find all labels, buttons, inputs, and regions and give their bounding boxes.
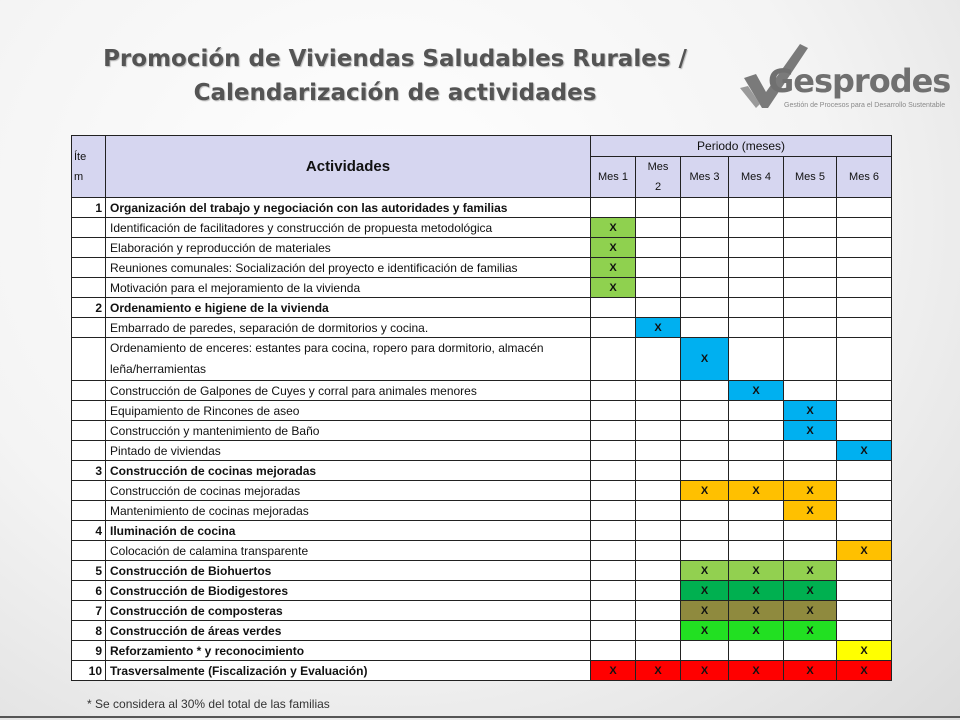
month-cell: X [681,661,729,681]
logo-name: Gesprodes [768,62,951,100]
month-cell [636,561,681,581]
month-cell [784,218,837,238]
month-cell [784,298,837,318]
group-row [72,521,892,541]
month-cell [681,381,729,401]
month-cell [636,238,681,258]
header-month-5: Mes 5 [784,157,837,198]
month-cell: X [681,481,729,501]
month-cell [729,338,784,381]
item-number [72,481,106,501]
item-number [72,501,106,521]
table-row [72,318,892,338]
activity-name: Construcción de Biohuertos [106,561,591,581]
header-month-1: Mes 1 [591,157,636,198]
month-cell [837,521,892,541]
month-cell: X [784,661,837,681]
month-cell [837,338,892,381]
month-cell [681,318,729,338]
month-cell: X [681,561,729,581]
month-cell [591,298,636,318]
group-row [72,461,892,481]
footnote: * Se considera al 30% del total de las familias [87,697,330,711]
month-cell [681,198,729,218]
month-cell [729,521,784,541]
month-cell [837,481,892,501]
item-number: 9 [72,641,106,661]
item-number [72,218,106,238]
month-cell [729,461,784,481]
month-cell [784,381,837,401]
month-cell [636,401,681,421]
month-cell [837,561,892,581]
month-cell: X [729,561,784,581]
item-number [72,421,106,441]
activity-name: Construcción de áreas verdes [106,621,591,641]
month-cell [636,381,681,401]
item-number [72,238,106,258]
month-cell [837,258,892,278]
month-cell [837,581,892,601]
month-cell [729,641,784,661]
activity-name: Construcción de cocinas mejoradas [106,481,591,501]
month-cell [837,381,892,401]
month-cell [636,641,681,661]
month-cell [729,278,784,298]
month-cell [681,218,729,238]
activity-name: Ordenamiento e higiene de la vivienda [106,298,591,318]
item-number: 6 [72,581,106,601]
group-row [72,641,892,661]
table-row [72,218,892,238]
month-cell [681,238,729,258]
table-row [72,338,892,381]
table-row [72,501,892,521]
activity-name: Identificación de facilitadores y construcción de propuesta metodológica [106,218,591,238]
month-cell: X [729,481,784,501]
title-line-1: Promoción de Viviendas Saludables Rurales / [103,46,687,72]
item-number [72,258,106,278]
month-cell: X [591,258,636,278]
activity-name: Ordenamiento de enceres: estantes para cocina, ropero para dormitorio, almacén leña/herramientas [106,338,591,381]
month-cell: X [681,621,729,641]
month-cell [636,541,681,561]
month-cell [681,298,729,318]
item-number: 7 [72,601,106,621]
activity-name: Trasversalmente (Fiscalización y Evaluación) [106,661,591,681]
item-number: 2 [72,298,106,318]
month-cell: X [837,441,892,461]
group-row [72,581,892,601]
month-cell: X [729,661,784,681]
item-number: 8 [72,621,106,641]
month-cell: X [681,581,729,601]
activity-name: Reuniones comunales: Socialización del proyecto e identificación de familias [106,258,591,278]
month-cell [837,238,892,258]
month-cell [636,258,681,278]
month-cell [681,441,729,461]
month-cell [681,421,729,441]
month-cell [636,521,681,541]
activity-name: Organización del trabajo y negociación con las autoridades y familias [106,198,591,218]
header-month-2: Mes 2 [636,157,681,198]
month-cell [591,421,636,441]
activity-calendar-table [71,135,892,681]
month-cell [784,338,837,381]
month-cell [729,198,784,218]
activity-name: Colocación de calamina transparente [106,541,591,561]
month-cell [729,318,784,338]
month-cell [784,641,837,661]
header-activities: Actividades [106,136,591,198]
month-cell [729,298,784,318]
month-cell [681,401,729,421]
item-number: 1 [72,198,106,218]
month-cell [591,521,636,541]
activity-name: Elaboración y reproducción de materiales [106,238,591,258]
month-cell [636,278,681,298]
activity-name: Construcción de Galpones de Cuyes y corral para animales menores [106,381,591,401]
activity-name: Mantenimiento de cocinas mejoradas [106,501,591,521]
month-cell [591,338,636,381]
table-body [72,198,892,681]
page-title [60,42,730,110]
header-item: Íte m [72,136,106,198]
month-cell: X [784,501,837,521]
month-cell [591,561,636,581]
month-cell: X [681,601,729,621]
month-cell [729,258,784,278]
month-cell [636,461,681,481]
month-cell: X [729,581,784,601]
month-cell [681,541,729,561]
month-cell [636,198,681,218]
item-number [72,318,106,338]
month-cell [681,278,729,298]
month-cell: X [784,621,837,641]
item-number [72,278,106,298]
month-cell [636,601,681,621]
month-cell: X [837,661,892,681]
activity-name: Construcción de composteras [106,601,591,621]
table-row [72,441,892,461]
logo-tagline: Gestión de Procesos para el Desarrollo Sustentable [784,102,946,109]
activity-name: Motivación para el mejoramiento de la vivienda [106,278,591,298]
month-cell [837,601,892,621]
month-cell: X [591,238,636,258]
activity-name: Embarrado de paredes, separación de dormitorios y cocina. [106,318,591,338]
month-cell: X [729,381,784,401]
table-row [72,258,892,278]
month-cell [837,461,892,481]
activity-name: Pintado de viviendas [106,441,591,461]
month-cell [636,218,681,238]
month-cell [837,421,892,441]
item-number [72,441,106,461]
activity-name: Construcción de cocinas mejoradas [106,461,591,481]
month-cell [636,298,681,318]
month-cell [729,401,784,421]
activity-name: Reforzamiento * y reconocimiento [106,641,591,661]
activity-name: Iluminación de cocina [106,521,591,541]
activity-name: Construcción de Biodigestores [106,581,591,601]
month-cell [837,218,892,238]
month-cell [636,581,681,601]
month-cell [591,581,636,601]
table-header-row [72,136,892,157]
month-cell: X [636,661,681,681]
group-row [72,661,892,681]
month-cell [591,318,636,338]
month-cell: X [591,218,636,238]
month-cell [591,541,636,561]
month-cell: X [784,421,837,441]
month-cell: X [784,401,837,421]
bottom-divider [0,716,960,718]
month-cell [729,218,784,238]
month-cell [784,441,837,461]
header-month-3: Mes 3 [681,157,729,198]
month-cell: X [681,338,729,381]
month-cell: X [591,278,636,298]
month-cell [636,621,681,641]
item-number: 5 [72,561,106,581]
month-cell [681,258,729,278]
activity-name: Construcción y mantenimiento de Baño [106,421,591,441]
month-cell [729,441,784,461]
month-cell [681,461,729,481]
table-row [72,481,892,501]
month-cell [784,278,837,298]
month-cell [591,461,636,481]
month-cell: X [837,541,892,561]
month-cell [729,238,784,258]
header-period: Periodo (meses) [591,136,892,157]
month-cell [681,641,729,661]
month-cell [591,441,636,461]
group-row [72,621,892,641]
month-cell: X [784,601,837,621]
month-cell [591,641,636,661]
group-row [72,561,892,581]
month-cell [784,238,837,258]
activity-name: Equipamiento de Rincones de aseo [106,401,591,421]
month-cell [591,501,636,521]
group-row [72,298,892,318]
month-cell [784,521,837,541]
item-number [72,381,106,401]
table-row [72,381,892,401]
group-row [72,198,892,218]
month-cell [837,401,892,421]
month-cell [784,461,837,481]
month-cell [729,541,784,561]
table-row [72,401,892,421]
table-row [72,421,892,441]
month-cell [837,298,892,318]
item-number [72,401,106,421]
item-number [72,338,106,381]
month-cell: X [784,481,837,501]
header-month-6: Mes 6 [837,157,892,198]
month-cell [837,278,892,298]
item-number: 4 [72,521,106,541]
month-cell: X [729,621,784,641]
month-cell [837,318,892,338]
title-line-2: Calendarización de actividades [193,80,597,106]
month-cell [636,421,681,441]
month-cell [636,338,681,381]
month-cell [681,521,729,541]
month-cell [837,198,892,218]
group-row [72,601,892,621]
month-cell [837,621,892,641]
item-number [72,541,106,561]
month-cell: X [784,581,837,601]
month-cell: X [837,641,892,661]
table-row [72,541,892,561]
item-number: 10 [72,661,106,681]
month-cell [591,401,636,421]
month-cell [591,481,636,501]
item-number: 3 [72,461,106,481]
table-row [72,238,892,258]
month-cell [591,381,636,401]
table-row [72,278,892,298]
month-cell [636,441,681,461]
month-cell [681,501,729,521]
month-cell [591,601,636,621]
month-cell [729,421,784,441]
header-month-4: Mes 4 [729,157,784,198]
month-cell: X [636,318,681,338]
month-cell [784,541,837,561]
month-cell [591,621,636,641]
month-cell [784,318,837,338]
month-cell [636,481,681,501]
month-cell [591,198,636,218]
month-cell [837,501,892,521]
month-cell: X [729,601,784,621]
month-cell [729,501,784,521]
month-cell: X [591,661,636,681]
month-cell [636,501,681,521]
month-cell: X [784,561,837,581]
month-cell [784,198,837,218]
month-cell [784,258,837,278]
